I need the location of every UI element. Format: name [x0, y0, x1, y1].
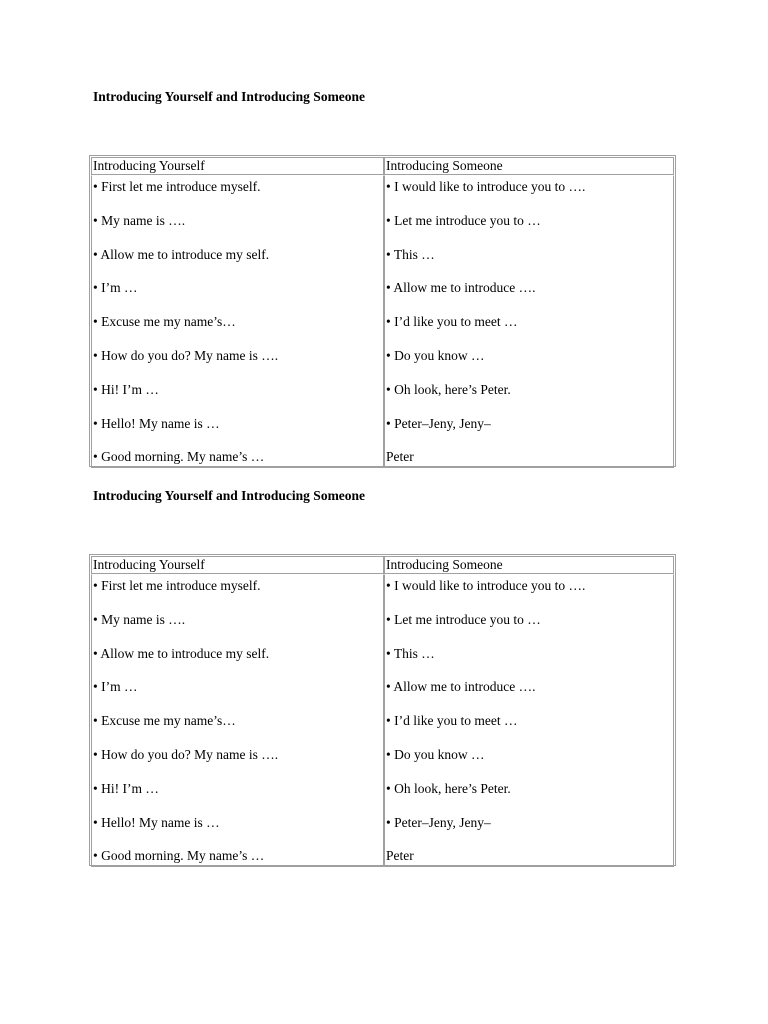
list-item: • First let me introduce myself. — [93, 578, 261, 593]
list-item: • Peter–Jeny, Jeny– — [386, 814, 491, 830]
column-header-introducing-yourself: Introducing Yourself — [91, 556, 384, 574]
list-item: • First let me introduce myself. — [93, 179, 261, 194]
list-item: • Good morning. My name’s … — [93, 449, 265, 465]
list-item: • Excuse me my name’s… — [93, 713, 236, 729]
table-header-row — [91, 556, 674, 574]
list-item: • Excuse me my name’s… — [93, 314, 236, 330]
list-item: • I’d like you to meet … — [386, 314, 518, 330]
list-item: • Let me introduce you to … — [386, 611, 541, 627]
introducing-someone-cell — [384, 175, 674, 468]
list-item: • This … — [386, 246, 435, 262]
introducing-yourself-cell — [91, 175, 384, 468]
list-item: • My name is …. — [93, 611, 186, 627]
list-item: • I would like to introduce you to …. — [386, 578, 586, 593]
list-item: • I’m … — [93, 280, 138, 296]
list-item: • Allow me to introduce …. — [386, 679, 536, 695]
list-item: • Hello! My name is … — [93, 415, 220, 431]
introducing-yourself-cell — [91, 574, 384, 867]
column-header-introducing-someone: Introducing Someone — [384, 157, 674, 175]
list-item: • Do you know … — [386, 746, 485, 762]
list-item: • How do you do? My name is …. — [93, 347, 279, 363]
phrases-table-grid — [91, 556, 674, 867]
introducing-someone-list — [386, 578, 673, 866]
list-item: • My name is …. — [93, 212, 186, 228]
section-heading: Introducing Yourself and Introducing Someone — [93, 488, 366, 503]
phrases-table — [89, 155, 676, 467]
introducing-someone-list — [386, 179, 673, 467]
list-item: • Let me introduce you to … — [386, 212, 541, 228]
list-item: • Hello! My name is … — [93, 814, 220, 830]
column-header-introducing-someone: Introducing Someone — [384, 556, 674, 574]
list-item: • This … — [386, 645, 435, 661]
list-item: • I’m … — [93, 679, 138, 695]
introducing-someone-cell — [384, 574, 674, 867]
list-item: • Hi! I’m … — [93, 381, 159, 397]
list-item: Peter — [386, 848, 414, 864]
list-item: • Hi! I’m … — [93, 780, 159, 796]
column-header-introducing-yourself: Introducing Yourself — [91, 157, 384, 175]
phrases-table — [89, 554, 676, 866]
list-item: • I would like to introduce you to …. — [386, 179, 586, 194]
phrases-table-grid — [91, 157, 674, 468]
list-item: Peter — [386, 449, 414, 465]
list-item: • Oh look, here’s Peter. — [386, 381, 511, 397]
table-body-row — [91, 175, 674, 468]
list-item: • Good morning. My name’s … — [93, 848, 265, 864]
list-item: • Oh look, here’s Peter. — [386, 780, 511, 796]
introducing-yourself-list — [93, 578, 383, 866]
list-item: • Allow me to introduce …. — [386, 280, 536, 296]
table-body-row — [91, 574, 674, 867]
list-item: • Do you know … — [386, 347, 485, 363]
introducing-yourself-list — [93, 179, 383, 467]
list-item: • Allow me to introduce my self. — [93, 645, 270, 661]
list-item: • Peter–Jeny, Jeny– — [386, 415, 491, 431]
table-header-row — [91, 157, 674, 175]
list-item: • How do you do? My name is …. — [93, 746, 279, 762]
list-item: • Allow me to introduce my self. — [93, 246, 270, 262]
section-heading: Introducing Yourself and Introducing Someone — [93, 89, 366, 104]
list-item: • I’d like you to meet … — [386, 713, 518, 729]
